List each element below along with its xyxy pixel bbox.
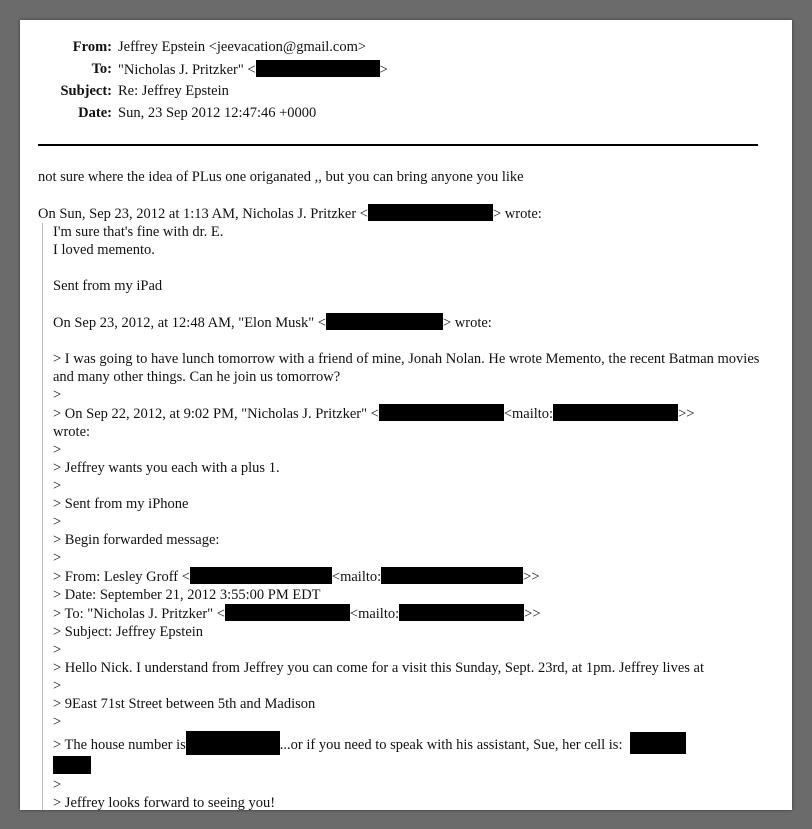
attribution-line: On Sun, Sep 23, 2012 at 1:13 AM, Nicholas J. Pritzker < > wrote: — [38, 206, 542, 222]
email-header — [20, 38, 388, 126]
attribution-line: On Sep 23, 2012, at 12:48 AM, "Elon Musk" < > wrote: — [53, 315, 492, 331]
signature-line: Sent from my iPad — [53, 278, 163, 294]
quoted-line: > Begin forwarded message: — [53, 532, 220, 548]
quote-marker: > — [53, 478, 62, 494]
date-value: Sun, 23 Sep 2012 12:47:46 +0000 — [118, 105, 317, 121]
quoted-line: > 9East 71st Street between 5th and Madison — [53, 696, 316, 712]
redaction-box — [630, 732, 686, 754]
redaction-box — [53, 756, 91, 774]
from-label: From: — [72, 39, 112, 55]
subject-value: Re: Jeffrey Epstein — [118, 83, 229, 99]
quote-marker: > — [53, 387, 62, 403]
signature-line: > Sent from my iPhone — [53, 496, 189, 512]
quoted-line: > Hello Nick. I understand from Jeffrey you can come for a visit this Sunday, Sept. 23rd, at 1pm. Jeffrey lives at — [53, 660, 704, 676]
quote-marker: > — [53, 642, 62, 658]
redaction-box — [399, 604, 524, 621]
redaction-box — [368, 204, 493, 221]
quoted-line: > I was going to have lunch tomorrow with a friend of mine, Jonah Nolan. He wrote Memento, the recent Batman movies and many other things. Can he join us tomorrow? — [53, 351, 760, 385]
quoted-line: > The house number is ...or if you need to speak with his assistant, Sue, her cell is: — [53, 731, 766, 756]
to-value — [118, 60, 388, 79]
attribution-line: > On Sep 22, 2012, at 9:02 PM, "Nicholas J. Pritzker" < <mailto: >> — [53, 406, 695, 422]
quote-marker: > — [53, 550, 62, 566]
quote-marker: > — [53, 777, 62, 793]
quoted-line: > Jeffrey looks forward to seeing you! — [53, 795, 276, 810]
quoted-line: wrote: — [53, 424, 91, 440]
to-value-suffix: > — [379, 62, 388, 78]
from-value: Jeffrey Epstein <jeevacation@gmail.com> — [118, 39, 367, 55]
forwarded-to-line: > To: "Nicholas J. Pritzker" < <mailto: >> — [53, 606, 541, 622]
redaction-box — [379, 404, 504, 421]
redaction-box — [326, 313, 443, 330]
forwarded-date-line: > Date: September 21, 2012 3:55:00 PM EDT — [53, 587, 321, 603]
subject-row — [20, 82, 229, 104]
quote-marker: > — [53, 514, 62, 530]
date-label: Date: — [78, 105, 112, 121]
quote-marker: > — [53, 714, 62, 730]
quote-marker: > — [53, 678, 62, 694]
quoted-message — [42, 223, 766, 810]
to-label: To: — [91, 61, 112, 77]
redaction-box — [225, 604, 350, 621]
subject-label: Subject: — [60, 83, 112, 99]
to-row — [20, 60, 388, 82]
from-row — [20, 38, 367, 60]
forwarded-from-line: > From: Lesley Groff < <mailto: >> — [53, 569, 540, 585]
redaction-box — [381, 567, 523, 584]
quoted-line: I'm sure that's fine with dr. E. — [53, 224, 224, 240]
forwarded-subject-line: > Subject: Jeffrey Epstein — [53, 624, 204, 640]
document-page — [20, 20, 792, 810]
quoted-line: I loved memento. — [53, 242, 155, 258]
header-divider — [38, 144, 758, 146]
reply-text: not sure where the idea of PLus one origanated ,, but you can bring anyone you like — [38, 169, 524, 185]
redaction-box — [256, 60, 380, 77]
quote-marker: > — [53, 442, 62, 458]
email-body — [38, 168, 766, 810]
redaction-box — [186, 731, 280, 755]
to-value-prefix: "Nicholas J. Pritzker" < — [118, 62, 256, 78]
redaction-box — [190, 567, 332, 584]
redaction-box — [553, 404, 678, 421]
date-row — [20, 104, 317, 126]
quoted-line: > Jeffrey wants you each with a plus 1. — [53, 460, 280, 476]
